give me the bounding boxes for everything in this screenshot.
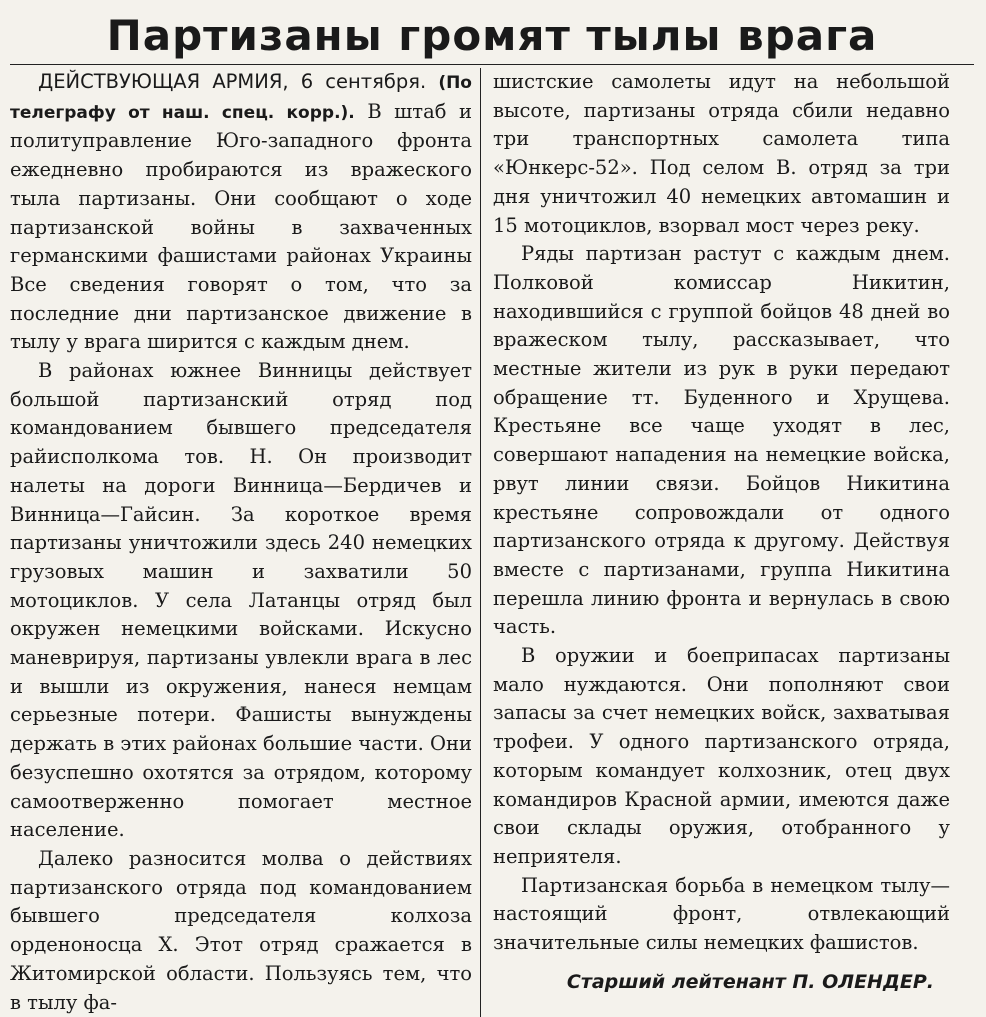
left-column [10, 68, 480, 1017]
right-column [480, 68, 950, 1017]
paragraph-3: Далеко разносится молва о действиях партизанского отряда под командованием бывшего председателя колхоза орденоносца Х. Этот отряд сражается в Житомирской области. Пользуясь тем, что в тылу фа- [10, 846, 472, 1014]
paragraph-5: Ряды партизан растут с каждым днем. Полковой комиссар Никитин, находившийся с группой бойцов 48 дней во вражеском тылу, рассказывает, что местные жители из рук в руки передают обращение тт. Буденного и Хрущева. Крестьяне все чаще уходят в лес, совершают нападения на немецкие войска, рвут линии связи. Бойцов Никитина крестьяне сопровождали от одного партизанского отряда к другому. Действуя вместе с партизанами, группа Никитина перешла линию фронта и вернулась в свою часть. [493, 242, 950, 639]
article-columns [10, 68, 974, 1017]
paragraph-7: Партизанская борьба в немецком тылу—настоящий фронт, отвлекающий значительные силы немецких фашистов. [493, 873, 950, 955]
paragraph-1-text: В штаб и политуправление Юго-западного фронта ежедневно пробираются из вражеского тыла партизаны. Они сообщают о ходе партизанской войны в захваченных германскими фашистами районах Украины Все сведения говорят о том, что за последние дни партизанское движение в тылу у врага ширится с каждым днем. [10, 99, 472, 354]
paragraph-6: В оружии и боеприпасах партизаны мало нуждаются. Они пополняют свои запасы за счет немецких войск, захватывая трофеи. У одного партизанского отряда, которым командует колхозник, отец двух командиров Красной армии, имеются даже свои склады оружия, отобранного у неприятеля. [493, 644, 950, 868]
dateline-place: ДЕЙСТВУЮЩАЯ АРМИЯ, 6 сентября. [38, 70, 427, 93]
dateline-source: (По телеграфу от наш. спец. корр.). [10, 73, 472, 123]
paragraph-4: шистские самолеты идут на небольшой высоте, партизаны отряда сбили недавно три транспортных самолета типа «Юнкерс-52». Под селом В. отряд за три дня уничтожил 40 немецких автомашин и 15 мотоциклов, взорвал мост через реку. [493, 70, 950, 237]
paragraph-1 [10, 68, 472, 357]
paragraph-2: В районах южнее Винницы действует большой партизанский отряд под командованием бывшего председателя райисполкома тов. Н. Он производит налеты на дороги Винница—Бердичев и Винница—Гайсин. За короткое время партизаны уничтожили здесь 240 немецких грузовых машин и захватили 50 мотоциклов. У села Латанцы отряд был окружен немецкими войсками. Искусно маневрируя, партизаны увлекли врага в лес и вышли из окружения, нанеся немцам серьезные потери. Фашисты вынуждены держать в этих районах большие части. Они безуспешно охотятся за отрядом, которому самоотверженно помогает местное население. [10, 359, 472, 842]
author-signature: Старший лейтенант П. ОЛЕНДЕР. [566, 970, 934, 993]
headline: Партизаны громят тылы врага [106, 11, 878, 60]
header-rule [10, 64, 974, 65]
